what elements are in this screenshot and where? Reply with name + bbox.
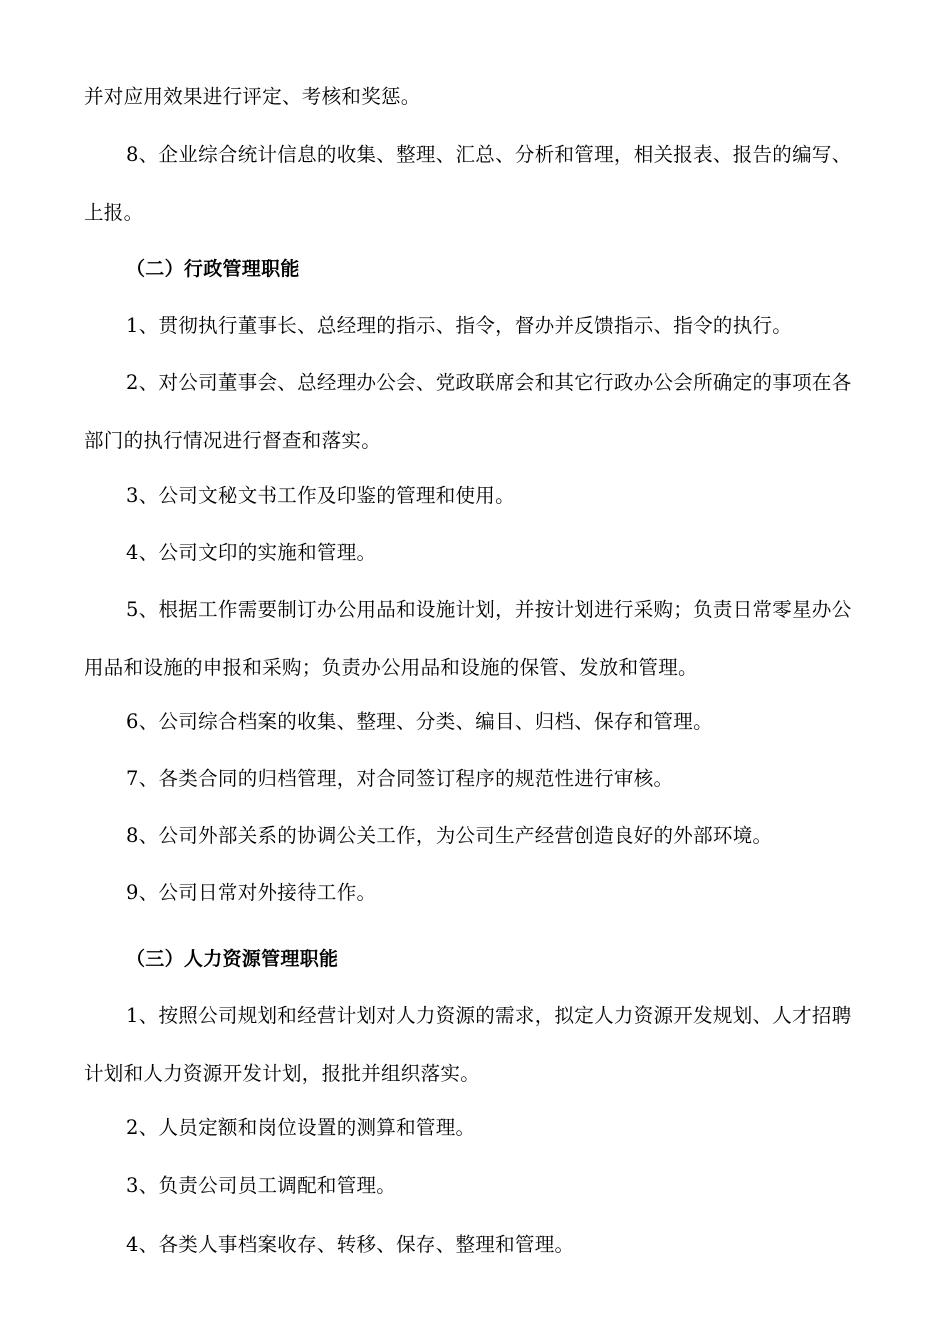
paragraph-admin-item-5: 5、根据工作需要制订办公用品和设施计划，并按计划进行采购；负责日常零星办公用品和设施的申报和采购；负责办公用品和设施的保管、发放和管理。 — [84, 598, 852, 679]
paragraph-admin-item-3: 3、公司文秘文书工作及印鉴的管理和使用。 — [126, 484, 515, 507]
paragraph-item-8-statistics: 8、企业综合统计信息的收集、整理、汇总、分析和管理，相关报表、报告的编写、上报。 — [84, 143, 852, 224]
paragraph-admin-item-1: 1、贯彻执行董事长、总经理的指示、指令，督办并反馈指示、指令的执行。 — [126, 314, 793, 337]
section-heading-human-resources: （三）人力资源管理职能 — [126, 948, 339, 970]
paragraph-hr-item-4: 4、各类人事档案收存、转移、保存、整理和管理。 — [126, 1233, 575, 1256]
paragraph-continuation: 并对应用效果进行评定、考核和奖惩。 — [84, 85, 421, 108]
paragraph-admin-item-9: 9、公司日常对外接待工作。 — [126, 881, 377, 904]
paragraph-hr-item-1: 1、按照公司规划和经营计划对人力资源的需求，拟定人力资源开发规划、人才招聘计划和人力资源开发计划，报批并组织落实。 — [84, 1004, 852, 1085]
section-heading-administration: （二）行政管理职能 — [126, 258, 300, 280]
paragraph-admin-item-4: 4、公司文印的实施和管理。 — [126, 541, 377, 564]
paragraph-admin-item-8: 8、公司外部关系的协调公关工作，为公司生产经营创造良好的外部环境。 — [126, 824, 773, 847]
paragraph-hr-item-2: 2、人员定额和岗位设置的测算和管理。 — [126, 1116, 476, 1139]
paragraph-admin-item-6: 6、公司综合档案的收集、整理、分类、编目、归档、保存和管理。 — [126, 710, 713, 733]
paragraph-hr-item-3: 3、负责公司员工调配和管理。 — [126, 1174, 397, 1197]
paragraph-admin-item-2: 2、对公司董事会、总经理办公会、党政联席会和其它行政办公会所确定的事项在各部门的执行情况进行督查和落实。 — [84, 371, 852, 452]
paragraph-admin-item-7: 7、各类合同的归档管理，对合同签订程序的规范性进行审核。 — [126, 767, 674, 790]
